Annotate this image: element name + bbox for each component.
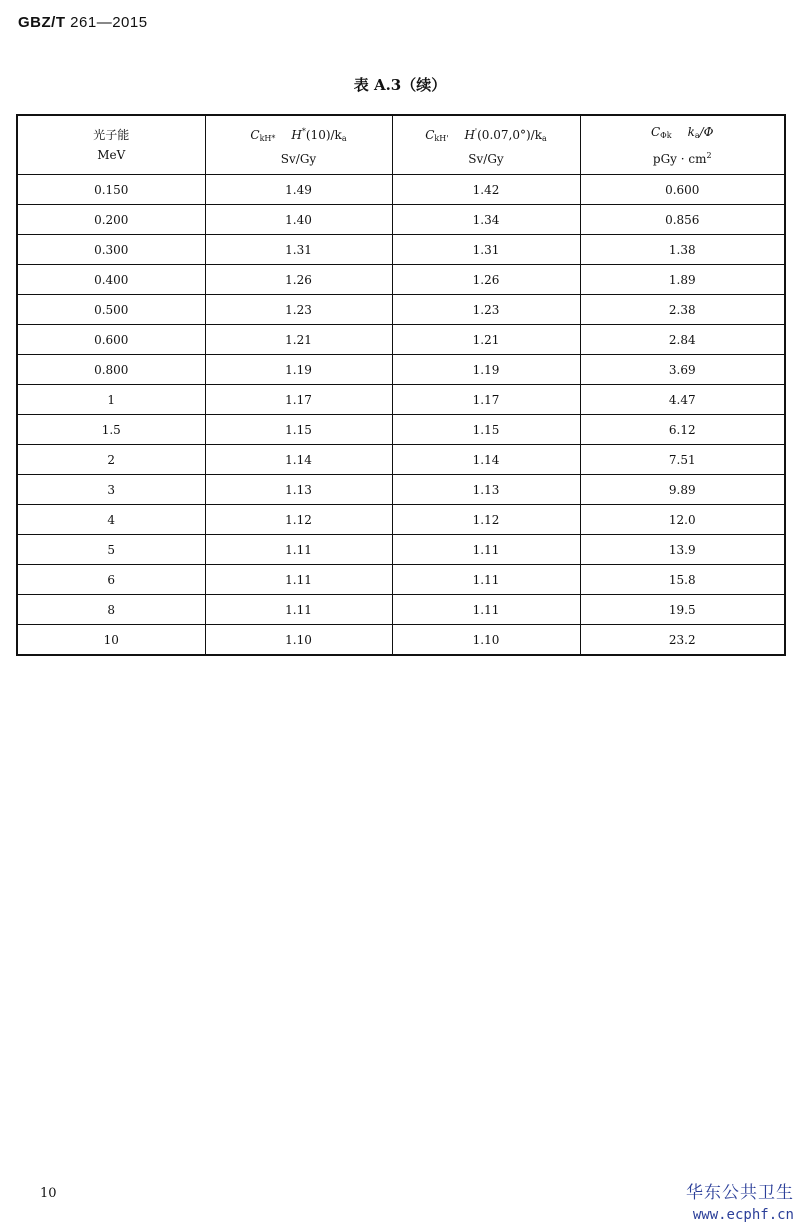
quantity-subscript: a [341,133,347,143]
quantity-symbol: H [464,127,475,142]
table-cell: 1.26 [205,265,392,295]
coef-subscript: Φk [660,130,672,140]
table-cell: 1.14 [392,445,580,475]
watermark-name: 华东公共卫生 [686,1183,794,1203]
table-cell: 1.13 [392,475,580,505]
unit-base: pGy · cm [652,151,707,166]
watermark [686,1178,794,1223]
table-cell: 2.38 [580,295,785,325]
table-cell: 1 [17,385,205,415]
table-header-row [17,115,785,175]
header-ambient-formula [206,122,392,149]
table-row [17,565,785,595]
table-row [17,475,785,505]
quantity-superscript: * [301,126,306,136]
table-cell: 2 [17,445,205,475]
table-cell: 1.12 [392,505,580,535]
table-cell: 1.17 [205,385,392,415]
conversion-coefficient-table [16,114,786,656]
table-row [17,325,785,355]
header-directional-dose-coefficient [392,115,580,175]
coef-symbol: C [650,124,661,139]
unit-exponent: 2 [706,150,712,160]
table-cell: 1.11 [205,565,392,595]
table-cell: 1.42 [392,175,580,205]
table-cell: 1.31 [392,235,580,265]
table-cell: 1.11 [392,595,580,625]
table-cell: 1.19 [392,355,580,385]
header-photon-energy-unit: MeV [97,148,126,162]
table-cell: 0.400 [17,265,205,295]
table-cell: 6 [17,565,205,595]
header-kerma-fluence-coefficient [580,115,785,175]
table-cell: 1.89 [580,265,785,295]
table-cell: 0.856 [580,205,785,235]
table-cell: 1.21 [392,325,580,355]
quantity-expression: (0.07,0°)/k [477,127,542,142]
watermark-url: www.ecphf.cn [692,1207,794,1223]
table-cell: 1.38 [580,235,785,265]
header-ambient-dose-coefficient [205,115,392,175]
quantity-symbol: k [687,124,695,139]
table-cell: 1.23 [205,295,392,325]
table-row [17,235,785,265]
standard-number: 261—2015 [70,14,148,31]
table-cell: 1.21 [205,325,392,355]
table-cell: 0.500 [17,295,205,325]
table-cell: 1.26 [392,265,580,295]
table-row [17,535,785,565]
table-cell: 0.600 [580,175,785,205]
table-cell: 7.51 [580,445,785,475]
table-row [17,205,785,235]
table-cell: 12.0 [580,505,785,535]
header-ambient-unit: Sv/Gy [280,151,317,166]
table-row [17,175,785,205]
quantity-subscript: a [541,133,547,143]
table-cell: 3.69 [580,355,785,385]
table-cell: 0.800 [17,355,205,385]
quantity-subscript: a [694,130,700,140]
table-row [17,385,785,415]
table-cell: 0.300 [17,235,205,265]
coef-symbol: C [425,127,435,142]
table-cell: 1.12 [205,505,392,535]
table-row [17,625,785,656]
table-cell: 3 [17,475,205,505]
table-cell: 4.47 [580,385,785,415]
table-cell: 1.14 [205,445,392,475]
header-photon-energy [17,115,205,175]
header-kerma-formula [581,122,785,146]
table-row [17,355,785,385]
table-row [17,415,785,445]
table-row [17,265,785,295]
header-kerma-unit [581,146,785,169]
quantity-superscript: ' [474,126,478,136]
table-cell: 0.200 [17,205,205,235]
table-cell: 1.11 [392,535,580,565]
header-directional-unit: Sv/Gy [468,151,504,166]
table-cell: 2.84 [580,325,785,355]
table-cell: 15.8 [580,565,785,595]
table-row [17,505,785,535]
document-header [18,14,148,31]
table-row [17,295,785,325]
table-cell: 1.40 [205,205,392,235]
table-continued-label: （续） [401,76,447,94]
table-cell: 19.5 [580,595,785,625]
table-cell: 1.10 [392,625,580,656]
table-cell: 1.11 [205,595,392,625]
table-cell: 0.150 [17,175,205,205]
header-directional-formula [393,122,580,149]
table-cell: 0.600 [17,325,205,355]
table-cell: 1.49 [205,175,392,205]
table-cell: 1.17 [392,385,580,415]
table-row [17,445,785,475]
coef-subscript: kH* [259,133,276,143]
table-cell: 1.15 [392,415,580,445]
table-cell: 5 [17,535,205,565]
coef-symbol: C [250,127,260,142]
table-cell: 4 [17,505,205,535]
table-cell: 1.13 [205,475,392,505]
table-cell: 1.19 [205,355,392,385]
table-cell: 8 [17,595,205,625]
quantity-expression: (10)/k [305,127,342,142]
table-cell: 1.5 [17,415,205,445]
table-cell: 23.2 [580,625,785,656]
table-label: 表 A.3 [353,76,402,94]
table-cell: 1.10 [205,625,392,656]
table-cell: 13.9 [580,535,785,565]
table-cell: 1.11 [205,535,392,565]
table-cell: 6.12 [580,415,785,445]
table-cell: 10 [17,625,205,656]
page-number: 10 [40,1186,57,1201]
table-cell: 1.11 [392,565,580,595]
table-cell: 1.23 [392,295,580,325]
table-cell: 9.89 [580,475,785,505]
quantity-symbol: H [291,127,302,142]
header-photon-energy-name: 光子能 [93,128,130,142]
table-row [17,595,785,625]
standard-code: GBZ/T [18,14,66,31]
table-body [17,175,785,656]
quantity-expression: /Φ [699,124,714,139]
table-cell: 1.15 [205,415,392,445]
coef-subscript: kH' [434,133,449,143]
table-cell: 1.34 [392,205,580,235]
table-caption [0,74,800,95]
table-cell: 1.31 [205,235,392,265]
